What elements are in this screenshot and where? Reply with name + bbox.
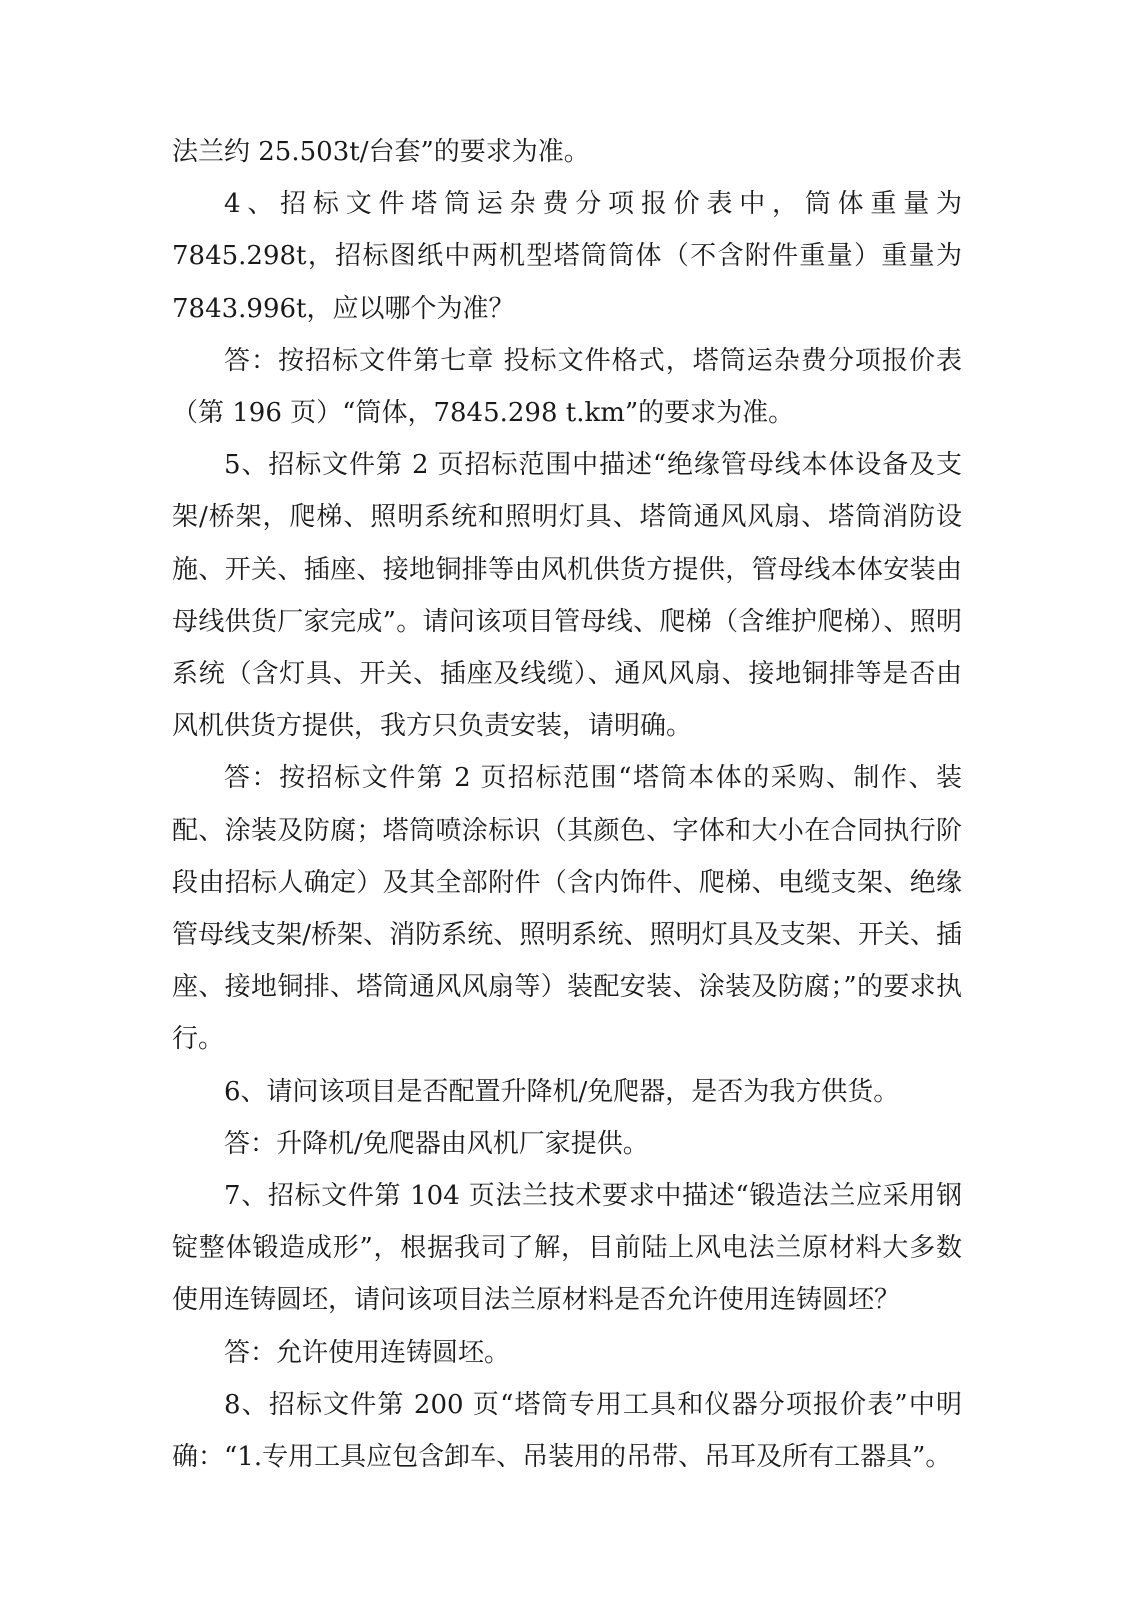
question-6: 6、请问该项目是否配置升降机/免爬器，是否为我方供货。 (224, 1076, 900, 1107)
answer-6: 答：升降机/免爬器由风机厂家提供。 (224, 1128, 649, 1159)
paragraph-continuation: 法兰约 25.503t/台套”的要求为准。 (172, 137, 590, 167)
question-5: 5、招标文件第 2 页招标范围中描述“绝缘管母线本体设备及支架/桥架，爬梯、照明系统和照明灯具、塔筒通风风扇、塔筒消防设施、开关、插座、接地铜排等由风机供货方提供，管母线本体安装由母线供货厂家完成”。请问该项目管母线、爬梯（含维护爬梯）、照明系统（含灯具、开关、插座及线缆）、通风风扇、接地铜排等是否由风机供货方提供，我方只负责安装，请明确。 (172, 450, 962, 742)
document-body (172, 126, 962, 1483)
question-7: 7、招标文件第 104 页法兰技术要求中描述“锻造法兰应采用钢锭整体锻造成形”，根据我司了解，目前陆上风电法兰原材料大多数使用连铸圆坯，请问该项目法兰原材料是否允许使用连铸圆坯？ (172, 1181, 962, 1316)
answer-4: 答：按招标文件第七章 投标文件格式，塔筒运杂费分项报价表（第 196 页）“筒体，7845.298 t.km”的要求为准。 (172, 345, 962, 429)
answer-5: 答：按招标文件第 2 页招标范围“塔筒本体的采购、制作、装配、涂装及防腐；塔筒喷涂标识（其颜色、字体和大小在合同执行阶段由招标人确定）及其全部附件（含内饰件、爬梯、电缆支架、绝缘管母线支架/桥架、消防系统、照明系统、照明灯具及支架、开关、插座、接地铜排、塔筒通风风扇等）装配安装、涂装及防腐；”的要求执行。 (172, 763, 962, 1055)
answer-7: 答：允许使用连铸圆坯。 (224, 1337, 511, 1368)
question-4: 4、招标文件塔筒运杂费分项报价表中，筒体重量为 7845.298t，招标图纸中两机型塔筒筒体（不含附件重量）重量为 7843.996t，应以哪个为准？ (172, 189, 962, 324)
question-8: 8、招标文件第 200 页“塔筒专用工具和仪器分项报价表”中明确：“1.专用工具应包含卸车、吊装用的吊带、吊耳及所有工器具”。 (172, 1389, 962, 1473)
